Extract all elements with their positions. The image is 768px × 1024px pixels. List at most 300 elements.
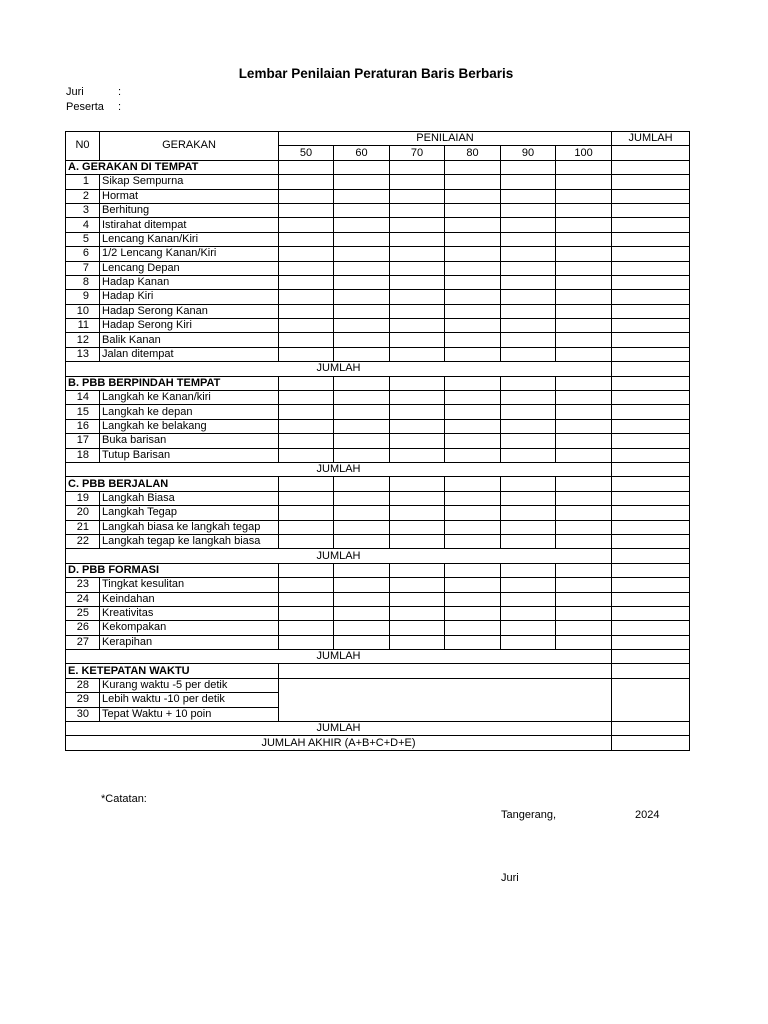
- score-cell[interactable]: [390, 405, 445, 419]
- score-cell[interactable]: [390, 347, 445, 361]
- score-cell[interactable]: [334, 319, 390, 333]
- row-gerakan: Hadap Kanan: [100, 275, 279, 289]
- row-number: 14: [66, 391, 100, 405]
- table-row: [66, 232, 690, 246]
- table-row: [66, 434, 690, 448]
- score-cell[interactable]: [445, 477, 501, 491]
- score-cell[interactable]: [390, 261, 445, 275]
- score-cell[interactable]: [556, 175, 612, 189]
- row-number: 2: [66, 189, 100, 203]
- score-cell[interactable]: [501, 534, 556, 548]
- jumlah-cell[interactable]: [612, 506, 690, 520]
- score-cell[interactable]: [279, 232, 334, 246]
- score-cell[interactable]: [390, 304, 445, 318]
- score-cell[interactable]: [279, 333, 334, 347]
- score-cell[interactable]: [279, 347, 334, 361]
- jumlah-cell[interactable]: [612, 419, 690, 433]
- score-cell[interactable]: [390, 635, 445, 649]
- jumlah-cell[interactable]: [612, 261, 690, 275]
- juri-colon: :: [118, 86, 122, 98]
- score-cell[interactable]: [390, 391, 445, 405]
- score-cell[interactable]: [279, 434, 334, 448]
- score-cell[interactable]: [445, 247, 501, 261]
- row-gerakan: Kreativitas: [100, 606, 279, 620]
- score-cell[interactable]: [334, 290, 390, 304]
- score-cell[interactable]: [501, 247, 556, 261]
- jumlah-cell[interactable]: [612, 621, 690, 635]
- juri-signature-label: Juri: [501, 872, 519, 884]
- score-cell[interactable]: [334, 563, 390, 577]
- score-cell[interactable]: [556, 448, 612, 462]
- score-cell[interactable]: [279, 189, 334, 203]
- score-cell[interactable]: [279, 491, 334, 505]
- score-cell[interactable]: [334, 405, 390, 419]
- score-cell[interactable]: [445, 592, 501, 606]
- score-cell[interactable]: [556, 160, 612, 174]
- jumlah-cell[interactable]: [612, 520, 690, 534]
- score-cell[interactable]: [279, 304, 334, 318]
- score-cell[interactable]: [390, 592, 445, 606]
- score-cell[interactable]: [501, 333, 556, 347]
- score-cell[interactable]: [556, 347, 612, 361]
- row-gerakan: Jalan ditempat: [100, 347, 279, 361]
- score-cell[interactable]: [334, 203, 390, 217]
- table-row: [66, 678, 690, 692]
- score-cell[interactable]: [390, 232, 445, 246]
- jumlah-cell[interactable]: [612, 189, 690, 203]
- score-cell[interactable]: [501, 275, 556, 289]
- score-cell[interactable]: [279, 606, 334, 620]
- score-cell[interactable]: [556, 376, 612, 390]
- row-number: 24: [66, 592, 100, 606]
- score-cell[interactable]: [501, 520, 556, 534]
- score-cell[interactable]: [501, 578, 556, 592]
- jumlah-cell[interactable]: [612, 275, 690, 289]
- row-number: 20: [66, 506, 100, 520]
- score-cell[interactable]: [334, 247, 390, 261]
- score-cell[interactable]: [445, 160, 501, 174]
- score-cell[interactable]: [390, 319, 445, 333]
- score-cell[interactable]: [556, 304, 612, 318]
- score-cell[interactable]: [445, 606, 501, 620]
- score-cell[interactable]: [445, 203, 501, 217]
- score-cell[interactable]: [556, 419, 612, 433]
- score-cell[interactable]: [501, 203, 556, 217]
- score-cell[interactable]: [501, 491, 556, 505]
- score-cell[interactable]: [445, 319, 501, 333]
- score-cell[interactable]: [445, 376, 501, 390]
- score-header: 60: [334, 146, 390, 160]
- place-label: Tangerang,: [501, 809, 557, 821]
- row-number: 3: [66, 203, 100, 217]
- jumlah-cell[interactable]: [612, 391, 690, 405]
- jumlah-label: JUMLAH: [66, 549, 612, 563]
- score-cell[interactable]: [501, 347, 556, 361]
- jumlah-cell[interactable]: [612, 405, 690, 419]
- score-cell[interactable]: [279, 218, 334, 232]
- score-cell[interactable]: [279, 290, 334, 304]
- score-cell[interactable]: [390, 333, 445, 347]
- row-gerakan: Sikap Sempurna: [100, 175, 279, 189]
- score-cell[interactable]: [445, 218, 501, 232]
- score-header: 90: [501, 146, 556, 160]
- row-number: 13: [66, 347, 100, 361]
- jumlah-cell[interactable]: [612, 203, 690, 217]
- score-cell[interactable]: [334, 275, 390, 289]
- table-row: [66, 218, 690, 232]
- table-row: [66, 333, 690, 347]
- score-cell[interactable]: [390, 218, 445, 232]
- row-gerakan: Langkah biasa ke langkah tegap: [100, 520, 279, 534]
- jumlah-label: JUMLAH: [66, 722, 612, 736]
- jumlah-cell[interactable]: [612, 606, 690, 620]
- jumlah-cell[interactable]: [612, 218, 690, 232]
- table-row: [66, 275, 690, 289]
- row-number: 4: [66, 218, 100, 232]
- score-cell[interactable]: [445, 534, 501, 548]
- score-cell[interactable]: [501, 290, 556, 304]
- row-number: 10: [66, 304, 100, 318]
- score-cell[interactable]: [556, 534, 612, 548]
- score-cell[interactable]: [445, 175, 501, 189]
- score-cell[interactable]: [445, 261, 501, 275]
- row-gerakan: Hadap Serong Kiri: [100, 319, 279, 333]
- score-cell[interactable]: [279, 563, 334, 577]
- jumlah-cell[interactable]: [612, 462, 690, 476]
- score-cell[interactable]: [556, 261, 612, 275]
- jumlah-cell[interactable]: [612, 160, 690, 174]
- table-row: [66, 347, 690, 361]
- table-row: [66, 448, 690, 462]
- score-cell[interactable]: [390, 491, 445, 505]
- score-header: 70: [390, 146, 445, 160]
- score-cell[interactable]: [501, 506, 556, 520]
- score-cell[interactable]: [501, 391, 556, 405]
- score-cell[interactable]: [445, 448, 501, 462]
- score-cell[interactable]: [501, 304, 556, 318]
- col-gerakan-header: GERAKAN: [100, 132, 279, 161]
- score-cell[interactable]: [501, 448, 556, 462]
- score-cell[interactable]: [390, 275, 445, 289]
- score-cell[interactable]: [390, 376, 445, 390]
- score-cell[interactable]: [501, 563, 556, 577]
- row-gerakan: Kurang waktu -5 per detik: [100, 678, 279, 692]
- col-penilaian-header: PENILAIAN: [279, 132, 612, 146]
- score-cell[interactable]: [279, 578, 334, 592]
- section-row: [66, 160, 690, 174]
- score-cell[interactable]: [445, 391, 501, 405]
- row-number: 28: [66, 678, 100, 692]
- score-cell[interactable]: [501, 434, 556, 448]
- score-cell[interactable]: [334, 175, 390, 189]
- row-number: 16: [66, 419, 100, 433]
- score-cell[interactable]: [501, 477, 556, 491]
- score-cell[interactable]: [390, 520, 445, 534]
- score-cell[interactable]: [279, 534, 334, 548]
- score-cell[interactable]: [390, 290, 445, 304]
- jumlah-cell[interactable]: [612, 563, 690, 577]
- score-cell[interactable]: [556, 563, 612, 577]
- score-cell[interactable]: [334, 347, 390, 361]
- jumlah-cell[interactable]: [612, 736, 690, 750]
- score-cell[interactable]: [334, 448, 390, 462]
- jumlah-cell[interactable]: [612, 664, 690, 678]
- score-cell[interactable]: [279, 678, 612, 721]
- score-cell[interactable]: [334, 621, 390, 635]
- score-cell[interactable]: [334, 232, 390, 246]
- score-cell[interactable]: [279, 520, 334, 534]
- score-cell[interactable]: [279, 664, 612, 678]
- row-number: 11: [66, 319, 100, 333]
- row-gerakan: Lencang Depan: [100, 261, 279, 275]
- score-cell[interactable]: [556, 434, 612, 448]
- score-cell[interactable]: [390, 203, 445, 217]
- score-cell[interactable]: [390, 621, 445, 635]
- score-cell[interactable]: [334, 261, 390, 275]
- juri-line: [66, 86, 121, 98]
- score-cell[interactable]: [390, 189, 445, 203]
- score-cell[interactable]: [501, 232, 556, 246]
- table-row: [66, 261, 690, 275]
- score-cell[interactable]: [556, 203, 612, 217]
- score-cell[interactable]: [334, 189, 390, 203]
- score-cell[interactable]: [390, 534, 445, 548]
- score-cell[interactable]: [445, 621, 501, 635]
- jumlah-row: [66, 650, 690, 664]
- score-cell[interactable]: [445, 434, 501, 448]
- jumlah-cell[interactable]: [612, 333, 690, 347]
- score-cell[interactable]: [501, 319, 556, 333]
- jumlah-cell[interactable]: [612, 304, 690, 318]
- score-cell[interactable]: [501, 376, 556, 390]
- score-cell[interactable]: [390, 419, 445, 433]
- score-cell[interactable]: [501, 261, 556, 275]
- score-cell[interactable]: [501, 160, 556, 174]
- jumlah-cell[interactable]: [612, 290, 690, 304]
- table-row: [66, 534, 690, 548]
- row-number: 23: [66, 578, 100, 592]
- score-cell[interactable]: [334, 477, 390, 491]
- score-cell[interactable]: [279, 261, 334, 275]
- score-cell[interactable]: [390, 175, 445, 189]
- score-cell[interactable]: [445, 419, 501, 433]
- score-cell[interactable]: [390, 606, 445, 620]
- jumlah-cell[interactable]: [612, 362, 690, 376]
- score-cell[interactable]: [279, 621, 334, 635]
- score-cell[interactable]: [279, 405, 334, 419]
- table-row: [66, 304, 690, 318]
- score-cell[interactable]: [279, 419, 334, 433]
- score-cell[interactable]: [445, 347, 501, 361]
- section-title: B. PBB BERPINDAH TEMPAT: [66, 376, 279, 390]
- row-gerakan: Tepat Waktu + 10 poin: [100, 707, 279, 721]
- jumlah-cell[interactable]: [612, 722, 690, 736]
- score-cell[interactable]: [279, 391, 334, 405]
- row-gerakan: Keindahan: [100, 592, 279, 606]
- jumlah-cell[interactable]: [612, 247, 690, 261]
- score-cell[interactable]: [445, 189, 501, 203]
- score-cell[interactable]: [390, 563, 445, 577]
- score-cell[interactable]: [556, 247, 612, 261]
- peserta-colon: :: [118, 101, 122, 113]
- score-cell[interactable]: [279, 203, 334, 217]
- score-cell[interactable]: [390, 578, 445, 592]
- score-cell[interactable]: [279, 635, 334, 649]
- score-cell[interactable]: [279, 448, 334, 462]
- score-cell[interactable]: [556, 232, 612, 246]
- score-cell[interactable]: [390, 160, 445, 174]
- table-row: [66, 419, 690, 433]
- table-row: [66, 175, 690, 189]
- score-cell[interactable]: [556, 477, 612, 491]
- score-cell[interactable]: [445, 290, 501, 304]
- score-cell[interactable]: [445, 232, 501, 246]
- score-cell[interactable]: [445, 491, 501, 505]
- row-number: 21: [66, 520, 100, 534]
- score-cell[interactable]: [334, 506, 390, 520]
- score-cell[interactable]: [279, 319, 334, 333]
- section-row: [66, 477, 690, 491]
- score-cell[interactable]: [390, 448, 445, 462]
- jumlah-cell[interactable]: [612, 434, 690, 448]
- table-row: [66, 520, 690, 534]
- score-cell[interactable]: [556, 319, 612, 333]
- score-cell[interactable]: [445, 333, 501, 347]
- jumlah-cell[interactable]: [612, 549, 690, 563]
- row-gerakan: Kekompakan: [100, 621, 279, 635]
- score-cell[interactable]: [334, 520, 390, 534]
- jumlah-cell[interactable]: [612, 592, 690, 606]
- jumlah-cell[interactable]: [612, 232, 690, 246]
- jumlah-cell[interactable]: [612, 534, 690, 548]
- score-cell[interactable]: [334, 160, 390, 174]
- jumlah-cell[interactable]: [612, 578, 690, 592]
- table-row: [66, 290, 690, 304]
- row-number: 15: [66, 405, 100, 419]
- document-title: Lembar Penilaian Peraturan Baris Berbaris: [238, 66, 514, 81]
- jumlah-cell[interactable]: [612, 146, 690, 160]
- score-cell[interactable]: [334, 606, 390, 620]
- score-cell[interactable]: [279, 506, 334, 520]
- score-cell[interactable]: [556, 578, 612, 592]
- row-gerakan: 1/2 Lencang Kanan/Kiri: [100, 247, 279, 261]
- jumlah-cell[interactable]: [612, 491, 690, 505]
- jumlah-cell[interactable]: [612, 448, 690, 462]
- score-cell[interactable]: [445, 405, 501, 419]
- section-row: [66, 376, 690, 390]
- score-cell[interactable]: [445, 275, 501, 289]
- score-cell[interactable]: [279, 477, 334, 491]
- score-cell[interactable]: [501, 592, 556, 606]
- score-cell[interactable]: [334, 534, 390, 548]
- row-gerakan: Langkah ke belakang: [100, 419, 279, 433]
- score-cell[interactable]: [556, 218, 612, 232]
- score-cell[interactable]: [445, 506, 501, 520]
- table-row: [66, 578, 690, 592]
- score-cell[interactable]: [556, 491, 612, 505]
- score-cell[interactable]: [334, 491, 390, 505]
- score-cell[interactable]: [556, 333, 612, 347]
- score-cell[interactable]: [556, 405, 612, 419]
- section-title: E. KETEPATAN WAKTU: [66, 664, 279, 678]
- score-cell[interactable]: [556, 189, 612, 203]
- jumlah-cell[interactable]: [612, 635, 690, 649]
- score-cell[interactable]: [556, 621, 612, 635]
- score-cell[interactable]: [445, 563, 501, 577]
- score-cell[interactable]: [390, 247, 445, 261]
- score-cell[interactable]: [334, 592, 390, 606]
- score-cell[interactable]: [334, 304, 390, 318]
- row-number: 17: [66, 434, 100, 448]
- score-cell[interactable]: [556, 290, 612, 304]
- score-cell[interactable]: [556, 506, 612, 520]
- score-cell[interactable]: [334, 333, 390, 347]
- score-cell[interactable]: [501, 405, 556, 419]
- jumlah-cell[interactable]: [612, 376, 690, 390]
- score-cell[interactable]: [445, 304, 501, 318]
- jumlah-cell[interactable]: [612, 678, 690, 721]
- score-cell[interactable]: [334, 391, 390, 405]
- score-cell[interactable]: [390, 434, 445, 448]
- score-cell[interactable]: [334, 434, 390, 448]
- jumlah-cell[interactable]: [612, 650, 690, 664]
- score-cell[interactable]: [556, 520, 612, 534]
- score-cell[interactable]: [556, 606, 612, 620]
- score-cell[interactable]: [445, 635, 501, 649]
- score-cell[interactable]: [556, 592, 612, 606]
- score-cell[interactable]: [556, 391, 612, 405]
- jumlah-cell[interactable]: [612, 347, 690, 361]
- score-cell[interactable]: [501, 635, 556, 649]
- jumlah-cell[interactable]: [612, 477, 690, 491]
- score-cell[interactable]: [501, 189, 556, 203]
- score-cell[interactable]: [445, 520, 501, 534]
- score-cell[interactable]: [334, 578, 390, 592]
- table-row: [66, 391, 690, 405]
- score-cell[interactable]: [334, 218, 390, 232]
- score-cell[interactable]: [445, 578, 501, 592]
- score-cell[interactable]: [501, 218, 556, 232]
- score-cell[interactable]: [556, 275, 612, 289]
- score-cell[interactable]: [334, 419, 390, 433]
- score-cell[interactable]: [279, 275, 334, 289]
- section-title: D. PBB FORMASI: [66, 563, 279, 577]
- score-cell[interactable]: [501, 175, 556, 189]
- score-cell[interactable]: [501, 606, 556, 620]
- score-cell[interactable]: [501, 419, 556, 433]
- jumlah-akhir-row: [66, 736, 690, 750]
- jumlah-row: [66, 362, 690, 376]
- jumlah-cell[interactable]: [612, 319, 690, 333]
- score-cell[interactable]: [390, 506, 445, 520]
- score-cell[interactable]: [556, 635, 612, 649]
- score-cell[interactable]: [279, 160, 334, 174]
- score-cell[interactable]: [279, 175, 334, 189]
- row-gerakan: Istirahat ditempat: [100, 218, 279, 232]
- year-label: 2024: [635, 809, 660, 821]
- score-cell[interactable]: [279, 592, 334, 606]
- score-cell[interactable]: [334, 635, 390, 649]
- row-number: 19: [66, 491, 100, 505]
- score-cell[interactable]: [279, 247, 334, 261]
- score-cell[interactable]: [390, 477, 445, 491]
- jumlah-cell[interactable]: [612, 175, 690, 189]
- score-cell[interactable]: [501, 621, 556, 635]
- juri-label: Juri: [66, 86, 84, 98]
- score-cell[interactable]: [279, 376, 334, 390]
- score-cell[interactable]: [334, 376, 390, 390]
- row-gerakan: Berhitung: [100, 203, 279, 217]
